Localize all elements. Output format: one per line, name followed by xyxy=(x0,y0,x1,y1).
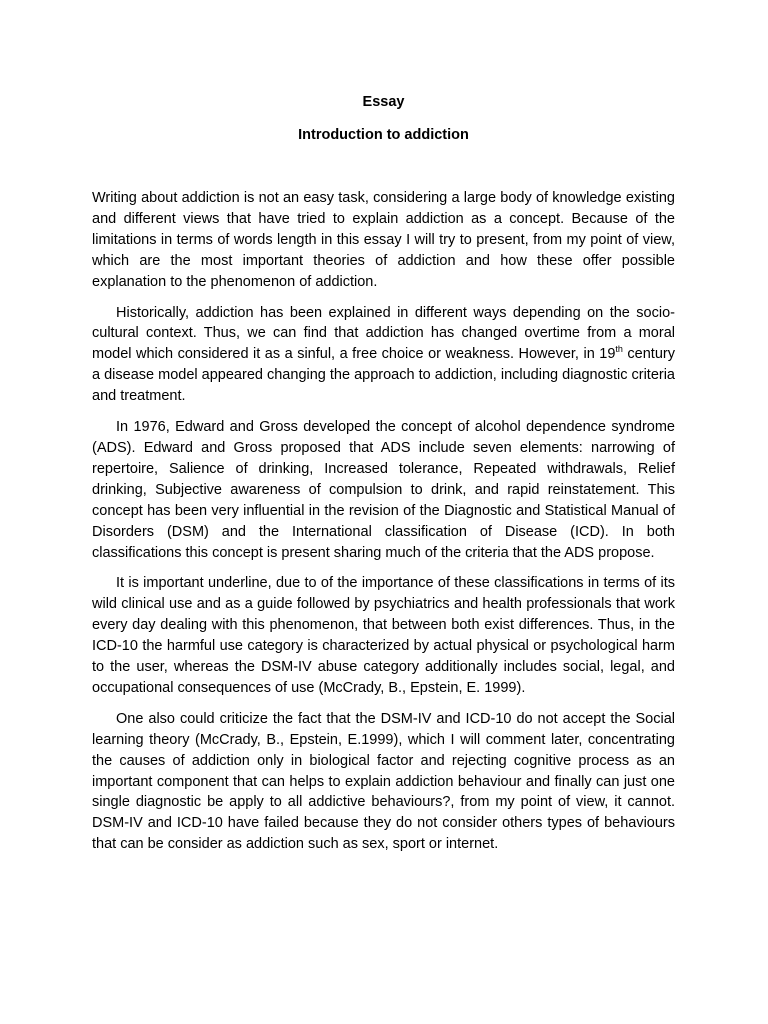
paragraph-2-superscript: th xyxy=(615,344,623,355)
document-page xyxy=(92,94,675,865)
paragraph-2-text-before: Historically, addiction has been explained in different ways depending on the socio- cultural context. Thus, we can find that addiction has changed overtime from a moral model which considered it as a sinful, a free choice or weakness. However, in 19 xyxy=(92,304,675,363)
paragraph-5: One also could criticize the fact that the DSM-IV and ICD-10 do not accept the Social learning theory (McCrady, B., Epstein, E.1999), which I will comment later, concentrating the causes of addiction only in biological factor and rejecting cognitive process as an important component that can helps to explain addiction behaviour and finally can just one single diagnostic be apply to all addictive behaviours?, from my point of view, it cannot. DSM-IV and ICD-10 have failed because they do not consider others types of behaviours that can be consider as addiction such as sex, sport or internet. xyxy=(92,710,675,853)
paragraph-4: It is important underline, due to of the importance of these classifications in terms of its wild clinical use and as a guide followed by psychiatrics and health professionals that work every day dealing with this phenomenon, that between both exist differences. Thus, in the ICD-10 the harmful use category is characterized by actual physical or psychological harm to the user, whereas the DSM-IV abuse category additionally includes social, legal, and occupational consequences of use (McCrady, B., Epstein, E. 1999). xyxy=(92,575,675,696)
paragraph-1: Writing about addiction is not an easy task, considering a large body of knowledge existing and different views that have tried to explain addiction as a concept. Because of the limitations in terms of words length in this essay I will try to present, from my point of view, which are the most important theories of addiction and how these offer possible explanation to the phenomenon of addiction. xyxy=(92,190,675,290)
document-body xyxy=(92,188,675,855)
paragraph-2-text-after: century a disease model appeared changing the approach to addiction, including diagnostic criteria and treatment. xyxy=(92,346,675,405)
document-title: Essay xyxy=(362,94,405,110)
paragraph-3: In 1976, Edward and Gross developed the concept of alcohol dependence syndrome (ADS). Edward and Gross proposed that ADS include seven elements: narrowing of repertoire, Salience of drinking, Increased tolerance, Repeated withdrawals, Relief drinking, Subjective awareness of compulsion to drink, and rapid reinstatement. This concept has been very influential in the revision of the Diagnostic and Statistical Manual of Disorders (DSM) and the International classification of Disease (ICD). In both classifications this concept is present sharing much of the criteria that the ADS propose. xyxy=(92,419,675,561)
paragraph-2 xyxy=(92,303,675,408)
document-subtitle: Introduction to addiction xyxy=(298,127,469,143)
